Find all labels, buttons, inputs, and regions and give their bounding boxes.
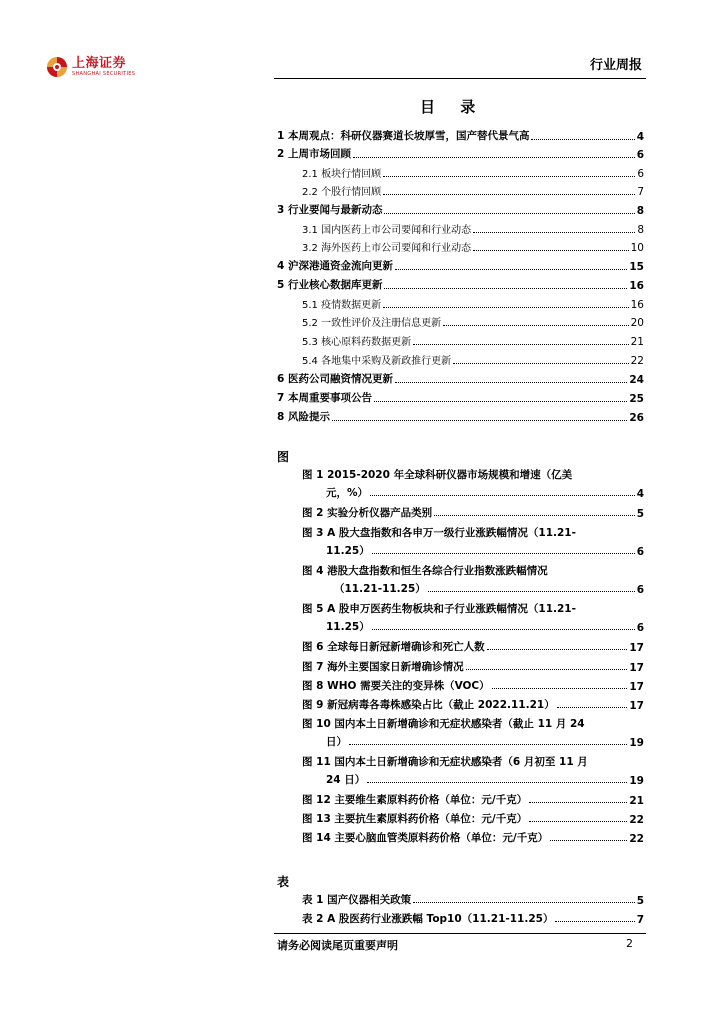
toc-entry[interactable] (277, 201, 644, 217)
toc-entry-label: 8 风险提示 (277, 411, 330, 423)
dot-leader (466, 669, 628, 670)
figure-entry-label: 图 12 主要维生素原料药价格（单位：元/千克） (302, 794, 528, 806)
toc-entry[interactable] (302, 164, 644, 180)
figure-entry-page: 17 (629, 642, 644, 654)
toc-entry-page: 15 (629, 261, 644, 273)
figure-entry[interactable] (302, 598, 644, 634)
figure-entry-page: 6 (636, 584, 644, 596)
dot-leader (473, 232, 635, 233)
toc-entry-page: 7 (637, 186, 644, 198)
toc-entry-label: 6 医药公司融资情况更新 (277, 373, 393, 385)
toc-entry-label: 7 本周重要事项公告 (277, 392, 372, 404)
toc-entry[interactable] (302, 182, 644, 198)
figures-heading: 图 (277, 450, 290, 464)
figure-entry-label: 图 4 港股大盘指数和恒生各综合行业指数涨跌幅情况 (302, 565, 548, 577)
figure-entry[interactable] (302, 502, 644, 520)
dot-leader (428, 591, 635, 592)
toc-entry-label: 5.4 各地集中采购及新政推行更新 (302, 356, 452, 367)
toc-entry-page: 16 (629, 280, 644, 292)
toc-entry-label: 2 上周市场回顾 (277, 148, 351, 160)
figure-entry-label: 图 6 全球每日新冠新增确诊和死亡人数 (302, 641, 485, 653)
tables-heading: 表 (277, 875, 290, 889)
toc-entry-page: 10 (630, 242, 644, 254)
toc-entry-page: 8 (636, 205, 644, 217)
toc-entry-label: 3.1 国内医药上市公司要闻和行业动态 (302, 225, 472, 236)
toc-entry-label: 3.2 海外医药上市公司要闻和行业动态 (302, 243, 472, 254)
toc-entry[interactable] (277, 127, 644, 143)
dot-leader (384, 288, 627, 289)
table-entry[interactable] (302, 908, 644, 926)
figure-entry-label-cont: 11.25） (326, 621, 370, 633)
dot-leader (531, 139, 634, 140)
dot-leader (473, 250, 629, 251)
toc-entry-page: 4 (636, 131, 644, 143)
toc-entry[interactable] (302, 332, 644, 348)
figure-entry-page: 22 (629, 814, 644, 826)
figure-entry-page: 17 (629, 681, 644, 693)
dot-leader (434, 515, 635, 516)
figure-entry-label-cont: 11.25） (326, 545, 370, 557)
table-entry[interactable] (302, 889, 644, 907)
figure-entry[interactable] (302, 464, 644, 500)
footer-disclaimer: 请务必阅读尾页重要声明 (277, 939, 398, 952)
table-entry-page: 5 (636, 895, 644, 907)
dot-leader (529, 802, 627, 803)
dot-leader (395, 269, 627, 270)
table-entry-label: 表 1 国产仪器相关政策 (302, 894, 412, 906)
dot-leader (372, 629, 635, 630)
figure-entry-label: 图 3 A 股大盘指数和各申万一级行业涨跌幅情况（11.21- (302, 527, 576, 539)
figure-entry-page: 19 (629, 775, 644, 787)
figure-entry-page: 17 (629, 662, 644, 674)
dot-leader (374, 401, 627, 402)
figure-entry-label: 图 2 实验分析仪器产品类别 (302, 507, 433, 519)
toc-entry-label: 4 沪深港通资金流向更新 (277, 260, 393, 272)
dot-leader (550, 840, 627, 841)
page-number: 2 (626, 937, 633, 950)
toc-entry[interactable] (302, 313, 644, 329)
logo-cn-text: 上海证券 (72, 56, 127, 71)
dot-leader (370, 495, 635, 496)
logo-en-text: SHANGHAI SECURITIES (72, 71, 136, 77)
toc-entry[interactable] (277, 257, 644, 273)
toc-entry[interactable] (277, 408, 644, 424)
toc-entry[interactable] (277, 276, 644, 292)
figure-entry[interactable] (302, 713, 644, 749)
toc-entry-label: 5.3 核心原料药数据更新 (302, 337, 412, 348)
table-entry-label: 表 2 A 股医药行业涨跌幅 Top10（11.21-11.25） (302, 913, 554, 925)
toc-entry[interactable] (277, 389, 644, 405)
footer-divider (274, 933, 646, 934)
figure-entry[interactable] (302, 694, 644, 712)
table-entry-page: 7 (636, 914, 644, 926)
dot-leader (367, 782, 627, 783)
figure-entry-label-cont: 24 日） (326, 774, 366, 786)
dot-leader (529, 821, 627, 822)
toc-entry-page: 26 (629, 412, 644, 424)
toc-entry-label: 2.2 个股行情回顾 (302, 187, 382, 198)
toc-entry-page: 6 (637, 168, 644, 180)
figure-entry-label-cont: 元，%） (326, 487, 369, 499)
dot-leader (353, 157, 635, 158)
toc-entry-page: 22 (630, 355, 644, 367)
dot-leader (383, 176, 635, 177)
figure-entry-label: 图 13 主要抗生素原料药价格（单位：元/千克） (302, 813, 528, 825)
dot-leader (443, 325, 629, 326)
toc-entry-label: 2.1 板块行情回顾 (302, 169, 382, 180)
toc-entry[interactable] (277, 145, 644, 161)
figure-entry-label: 图 10 国内本土日新增确诊和无症状感染者（截止 11 月 24 (302, 718, 585, 730)
dot-leader (384, 213, 634, 214)
figure-entry-label: 图 7 海外主要国家日新增确诊情况 (302, 661, 464, 673)
toc-entry-page: 16 (630, 299, 644, 311)
figure-entry-page: 19 (629, 737, 644, 749)
toc-entry-label: 1 本周观点：科研仪器赛道长坡厚雪，国产替代景气高 (277, 130, 530, 142)
toc-entry[interactable] (302, 238, 644, 254)
header-divider (274, 78, 646, 79)
toc-entry-label: 5.1 疫情数据更新 (302, 300, 382, 311)
toc-entry-page: 6 (636, 149, 644, 161)
toc-title: 目 录 (420, 98, 486, 116)
figure-entry-page: 6 (636, 622, 644, 634)
logo-icon (46, 56, 68, 78)
toc-entry-page: 21 (630, 336, 644, 348)
dot-leader (555, 921, 634, 922)
figure-entry-page: 6 (636, 546, 644, 558)
figure-entry[interactable] (302, 636, 644, 654)
dot-leader (453, 363, 629, 364)
figure-entry[interactable] (302, 522, 644, 558)
figure-entry[interactable] (302, 808, 644, 826)
toc-entry-label: 3 行业要闻与最新动态 (277, 204, 383, 216)
figure-entry-label-cont: 日） (326, 736, 347, 748)
figure-entry[interactable] (302, 789, 644, 807)
dot-leader (349, 744, 627, 745)
toc-entry-label: 5.2 一致性评价及注册信息更新 (302, 318, 442, 329)
toc-entry[interactable] (277, 370, 644, 386)
figure-entry-label: 图 1 2015-2020 年全球科研仪器市场规模和增速（亿美 (302, 469, 573, 481)
company-logo (46, 56, 135, 78)
toc-entry[interactable] (302, 220, 644, 236)
figure-entry[interactable] (302, 656, 644, 674)
toc-entry-page: 25 (629, 393, 644, 405)
dot-leader (557, 707, 628, 708)
figure-entry-label: 图 5 A 股申万医药生物板块和子行业涨跌幅情况（11.21- (302, 603, 576, 615)
dot-leader (395, 382, 627, 383)
toc-entry-page: 24 (629, 374, 644, 386)
dot-leader (413, 344, 629, 345)
toc-entry-label: 5 行业核心数据库更新 (277, 279, 383, 291)
report-type-label: 行业周报 (589, 58, 642, 73)
figure-entry-label-cont: （11.21-11.25） (334, 583, 426, 595)
figure-entry-page: 17 (629, 700, 644, 712)
dot-leader (372, 553, 635, 554)
figure-entry-page: 4 (636, 488, 644, 500)
figure-entry[interactable] (302, 675, 644, 693)
figure-entry-label: 图 11 国内本土日新增确诊和无症状感染者（6 月初至 11 月 (302, 756, 588, 768)
figure-entry-page: 22 (629, 833, 644, 845)
figure-entry[interactable] (302, 751, 644, 787)
dot-leader (413, 902, 635, 903)
dot-leader (383, 307, 629, 308)
figure-entry-label: 图 14 主要心脑血管类原料药价格（单位：元/千克） (302, 832, 549, 844)
toc-entry-page: 8 (637, 224, 644, 236)
figure-entry[interactable] (302, 827, 644, 845)
dot-leader (383, 194, 635, 195)
figure-entry-label: 图 9 新冠病毒各毒株感染占比（截止 2022.11.21） (302, 699, 555, 711)
figure-entry-label: 图 8 WHO 需要关注的变异株（VOC） (302, 680, 490, 692)
figure-entry[interactable] (302, 560, 644, 596)
figure-entry-page: 5 (636, 508, 644, 520)
dot-leader (332, 420, 627, 421)
toc-entry[interactable] (302, 351, 644, 367)
figure-entry-page: 21 (629, 795, 644, 807)
dot-leader (492, 688, 628, 689)
toc-entry[interactable] (302, 295, 644, 311)
toc-entry-page: 20 (630, 317, 644, 329)
dot-leader (487, 649, 628, 650)
